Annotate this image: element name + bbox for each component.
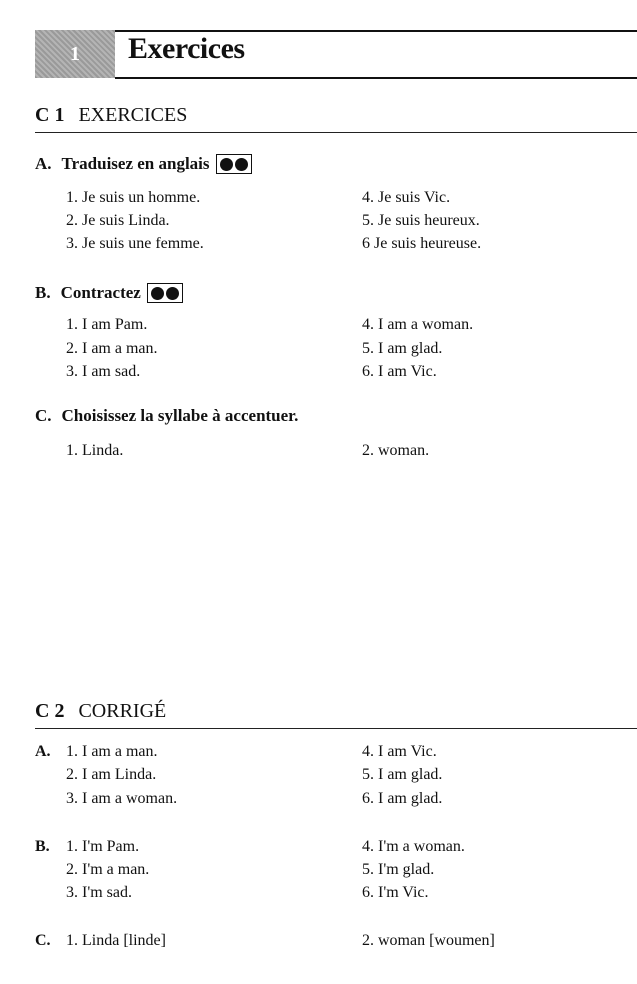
exercise-c-item: 2. woman. [362, 442, 430, 459]
exercise-b-item: 4. I am a woman. [362, 316, 474, 333]
exercise-a-item: 2. Je suis Linda. [66, 212, 170, 229]
chapter-number-box [35, 30, 115, 78]
answer-b-item: 5. I'm glad. [362, 861, 435, 878]
exercise-a-item: 4. Je suis Vic. [362, 189, 451, 206]
exercise-a-item: 6 Je suis heureuse. [362, 235, 482, 252]
answer-b-item: 2. I'm a man. [66, 861, 150, 878]
answer-c-item: 1. Linda [linde] [66, 932, 166, 949]
chapter-title: Exercices [128, 32, 245, 65]
section-c1-rule [35, 132, 637, 133]
chapter-rule-bottom [115, 77, 637, 79]
answer-a-item: 1. I am a man. [66, 743, 158, 760]
answer-b-letter: B. [35, 838, 50, 855]
answer-c-letter: C. [35, 932, 51, 949]
exercise-c-heading [35, 406, 298, 426]
exercise-b-heading [35, 283, 183, 303]
exercise-c-title: Choisissez la syllabe à accentuer. [61, 406, 299, 425]
exercise-a-item: 5. Je suis heureux. [362, 212, 480, 229]
answer-a-item: 3. I am a woman. [66, 790, 178, 807]
exercise-a-letter: A. [35, 154, 52, 173]
exercise-a-title: Traduisez en anglais [61, 154, 210, 173]
exercise-b-item: 1. I am Pam. [66, 316, 148, 333]
exercise-b-item: 3. I am sad. [66, 363, 141, 380]
section-c1-heading [35, 104, 187, 127]
answer-a-item: 6. I am glad. [362, 790, 443, 807]
exercise-c-item: 1. Linda. [66, 442, 124, 459]
chapter-number: 1 [70, 42, 80, 65]
exercise-b-item: 2. I am a man. [66, 340, 158, 357]
section-c1-code: C 1 [35, 104, 65, 126]
exercise-c-letter: C. [35, 406, 52, 425]
answer-a-item: 4. I am Vic. [362, 743, 437, 760]
exercise-a-item: 3. Je suis une femme. [66, 235, 204, 252]
answer-a-item: 2. I am Linda. [66, 766, 157, 783]
answer-b-item: 3. I'm sad. [66, 884, 132, 901]
audio-dots-icon [147, 283, 183, 303]
exercise-b-item: 5. I am glad. [362, 340, 443, 357]
section-c1-title: EXERCICES [78, 104, 188, 126]
exercise-a-item: 1. Je suis un homme. [66, 189, 201, 206]
answer-c-item: 2. woman [woumen] [362, 932, 495, 949]
answer-b-item: 1. I'm Pam. [66, 838, 140, 855]
exercise-a-heading [35, 154, 252, 174]
exercise-b-title: Contractez [60, 283, 141, 302]
section-c2-rule [35, 728, 637, 729]
exercise-b-letter: B. [35, 283, 51, 302]
exercise-b-item: 6. I am Vic. [362, 363, 437, 380]
answer-a-item: 5. I am glad. [362, 766, 443, 783]
section-c2-title: CORRIGÉ [78, 700, 167, 722]
audio-dots-icon [216, 154, 252, 174]
section-c2-heading [35, 700, 166, 723]
answer-b-item: 6. I'm Vic. [362, 884, 429, 901]
answer-b-item: 4. I'm a woman. [362, 838, 465, 855]
section-c2-code: C 2 [35, 700, 65, 722]
answer-a-letter: A. [35, 743, 51, 760]
